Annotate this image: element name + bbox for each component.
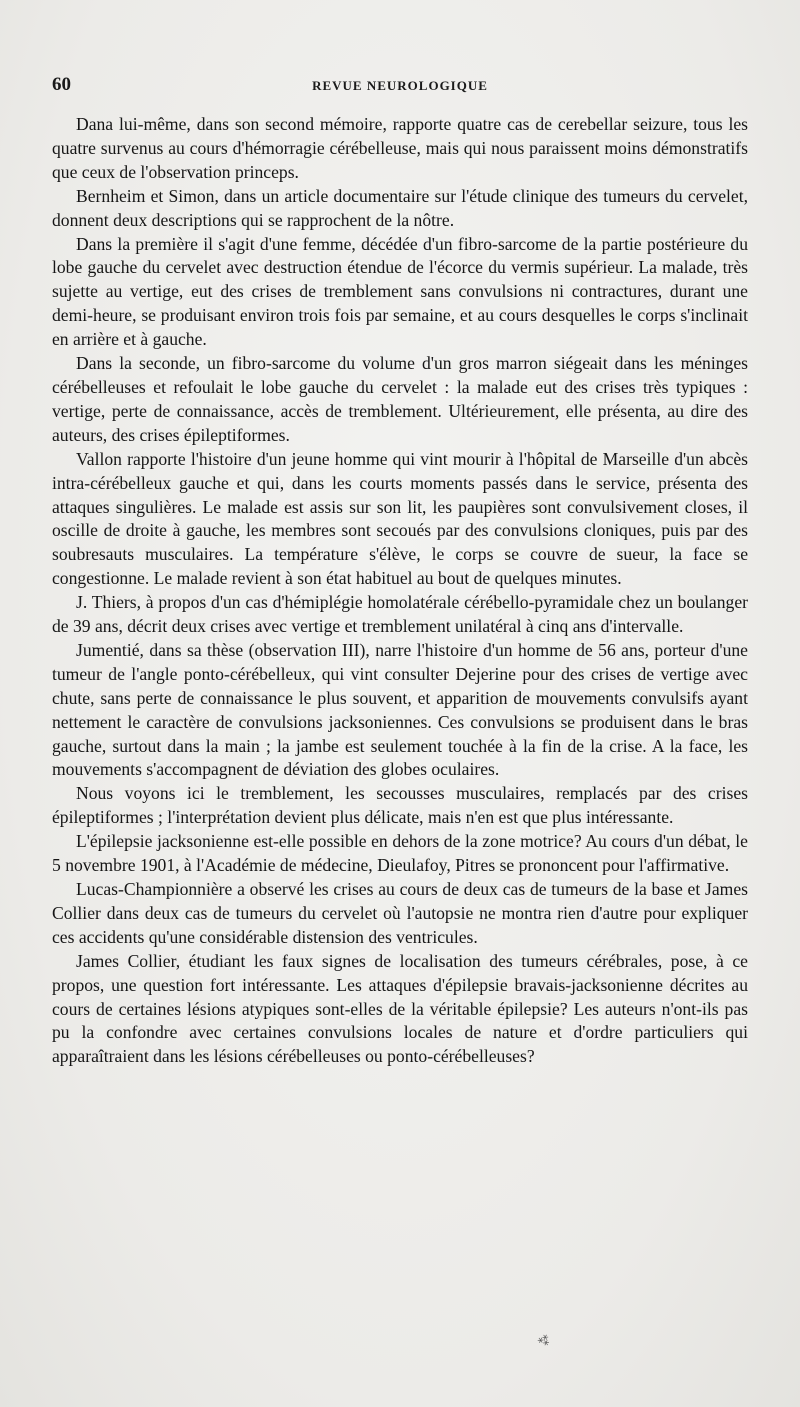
paragraph-vallon: Vallon rapporte l'histoire d'un jeune homme qui vint mourir à l'hôpital de Marseille d'un abcès intra-cérébelleux gauche et qui, dans les courts moments passés dans le service, présenta des attaques singulières. Le malade est assis sur son lit, les paupières sont convulsivement closes, il oscille de droite à gauche, les membres sont secoués par des convulsions cloniques, puis par des soubresauts musculaires. La température s'élève, le corps se couvre de sueur, la face se congestionne. Le malade revient à son état habituel au bout de quelques minutes. [52,448,748,589]
paragraph-bernheim-simon: Bernheim et Simon, dans un article documentaire sur l'étude clinique des tumeurs du cervelet, donnent deux descriptions qui se rapprochent de la nôtre. [52,185,748,230]
paragraph-first-case: Dans la première il s'agit d'une femme, décédée d'un fibro-sarcome de la partie postérieure du lobe gauche du cervelet avec destruction étendue de l'écorce du vermis supérieur. La malade, très sujette au vertige, eut des crises de tremblement sans convulsions ni contractures, durant une demi-heure, se produisant environ trois fois par semaine, et au cours desquelles le corps s'inclinait en arrière et à gauche. [52,233,748,350]
paragraph-james-collier: James Collier, étudiant les faux signes de localisation des tumeurs cérébrales, pose, à ce propos, une question fort intéressante. Les attaques d'épilepsie bravais-jacksonienne décrites au cours de certaines lésions atypiques sont-elles de la véritable épilepsie? Les auteurs n'ont-ils pas pu la confondre avec certaines convulsions locales de nature et d'ordre particuliers qui apparaîtraient dans les lésions cérébelleuses ou ponto-cérébelleuses? [52,950,748,1067]
running-head [52,74,748,98]
paragraph-epilepsie-question: L'épilepsie jacksonienne est-elle possible en dehors de la zone motrice? Au cours d'un débat, le 5 novembre 1901, à l'Académie de médecine, Dieulafoy, Pitres se prononcent pour l'affirmative. [52,831,748,876]
paragraph-lucas-championniere: Lucas-Championnière a observé les crises au cours de deux cas de tumeurs de la base et James Collier dans deux cas de tumeurs du cervelet où l'autopsie ne montra rien d'autre pour expliquer ces accidents qu'une considérable distension des ventricules. [52,879,748,947]
page-number: 60 [52,74,71,95]
paragraph-thiers: J. Thiers, à propos d'un cas d'hémiplégie homolatérale cérébello-pyramidale chez un boulanger de 39 ans, décrit deux crises avec vertige et tremblement unilatéral à cinq ans d'intervalle. [52,592,748,637]
paragraph-dana: Dana lui-même, dans son second mémoire, rapporte quatre cas de cerebellar seizure, tous les quatre survenus au cours d'hémorragie cérébelleuse, mais qui nous paraissent moins démonstratifs que ceux de l'observation princeps. [52,114,748,182]
paragraph-interpretation: Nous voyons ici le tremblement, les secousses musculaires, remplacés par des crises épileptiformes ; l'interprétation devient plus délicate, mais n'en est que plus intéressante. [52,783,748,828]
article-body [52,113,748,1069]
scan-speck-icon: ⁂ [535,1331,553,1349]
journal-title: REVUE NEUROLOGIQUE [312,78,488,93]
paragraph-second-case: Dans la seconde, un fibro-sarcome du volume d'un gros marron siégeait dans les méninges cérébelleuses et refoulait le lobe gauche du cervelet : la malade eut des crises très typiques : vertige, perte de connaissance, accès de tremblement. Ultérieurement, elle présenta, au dire des auteurs, des crises épileptiformes. [52,353,748,445]
paragraph-jumentie: Jumentié, dans sa thèse (observation III), narre l'histoire d'un homme de 56 ans, porteur d'une tumeur de l'angle ponto-cérébelleux, qui vint consulter Dejerine pour des crises de vertige avec chute, sans perte de connaissance le plus souvent, et apparition de mouvements convulsifs ayant nettement le caractère de convulsions jacksoniennes. Ces convulsions se produisent dans le bras gauche, surtout dans la main ; la jambe est seulement touchée à la fin de la crise. A la face, les mouvements s'accompagnent de déviation des globes oculaires. [52,639,748,780]
